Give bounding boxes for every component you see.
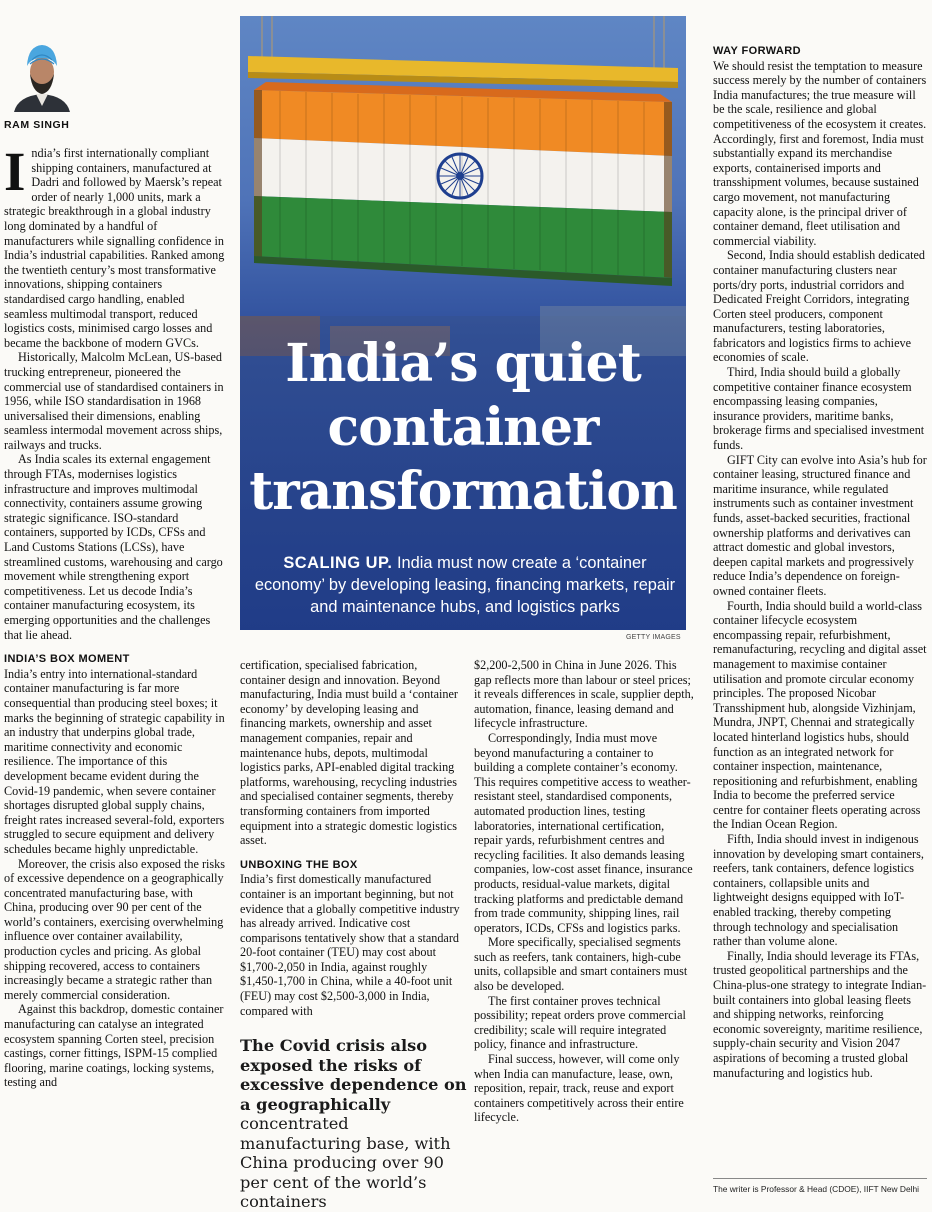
pull-quote bbox=[240, 1036, 470, 1212]
paragraph: Correspondingly, India must move beyond manufacturing a container to building a complete container’s economy. This requires competitive access to weather-resistant steel, standardised components, automated production lines, testing laboratories, international certification, repair yards, refurbishment centres and recycling facilities. It also demands leasing companies, low-cost asset finance, insurance products, residual-value markets, digital tracking platforms and predictable demand from trade community, shipping lines, rail operators, ICDs, CFSs and logistics parks. bbox=[474, 730, 693, 935]
pull-quote-text: concentrated manufacturing base, with China producing over 90 per cent of the world’s containers bbox=[240, 1114, 451, 1211]
lead-paragraph: India’s first internationally compliant shipping containers, manufactured at Dadri and followed by Maersk’s repeat order of nearly 1,000 units, mark a strategic breakthrough in a global industry long dominated by a handful of manufacturers while signalling confidence in India’s industrial capabilities. Ranked among the twentieth century’s most transformative innovations, shipping containers standardised cargo handling, enabled seamless multimodal transport, reduced logistics costs, minimised cargo losses and became the backbone of modern GVCs. bbox=[4, 141, 225, 350]
paragraph: More specifically, specialised segments such as reefers, tank containers, high-cube units, collapsible and smart containers must also be developed. bbox=[474, 935, 688, 994]
paragraph: Against this backdrop, domestic container manufacturing can catalyse an integrated ecosystem spanning Corten steel, precision castings, corner fittings, ISPM-15 complied flooring, marine coatings, locking systems, testing and bbox=[4, 1002, 224, 1090]
paragraph: Second, India should establish dedicated container manufacturing clusters near ports/dry ports, industrial corridors and Dedicated Freight Corridors, integrating Corten steel producers, component manufacturers, testing laboratories, fabricators and logistics firms to achieve economies of scale. bbox=[713, 248, 925, 365]
hero-image bbox=[240, 16, 686, 630]
paragraph: India’s entry into international-standard container manufacturing is far more consequential than producing steel boxes; it marks the beginning of strategic capability in an industry that underpins global trade, maritime connectivity and economic resilience. The importance of this development became evident during the Covid-19 pandemic, when severe container shortages disrupted global supply chains, freight rates increased several-fold, exporters struggled to secure equipment and delivery schedules became highly unpredictable. bbox=[4, 666, 225, 856]
paragraph: As India scales its external engagement through FTAs, modernises logistics infrastructure and improves multimodal connectivity, containers assume growing strategic significance. ISO-standard containers, supported by ICDs, CFSs and Land Customs Stations (LCSs), have streamlined customs, warehousing and cargo movement while strengthening export competitiveness. Let us decode India’s container manufacturing ecosystem, its emerging opportunities and the challenges that lie ahead. bbox=[4, 452, 223, 642]
subheading-box-moment: INDIA’S BOX MOMENT bbox=[4, 653, 130, 666]
paragraph: Moreover, the crisis also exposed the risks of excessive dependence on a geographically concentrated manufacturing base, with China, producing over 90 per cent of the world’s containers, exercising overwhelming influence over container availability, production cycles and pricing. As global shipping recovered, access to containers increasingly became a strategic rather than merely commercial consideration. bbox=[4, 856, 225, 1002]
container-illustration bbox=[240, 16, 686, 630]
drop-cap: I bbox=[4, 141, 26, 202]
article-column-1 bbox=[4, 141, 225, 1090]
ashoka-chakra-icon bbox=[438, 154, 482, 198]
paragraph: The first container proves technical possibility; repeat orders prove commercial credibility; scale will require integrated policy, finance and infrastructure. bbox=[474, 993, 686, 1052]
author-photo bbox=[8, 40, 76, 112]
subheading-way-forward: WAY FORWARD bbox=[713, 45, 801, 57]
standfirst-label: SCALING UP. bbox=[283, 554, 393, 572]
paragraph: $2,200-2,500 in China in June 2026. This gap reflects more than labour or steel prices; it reveals differences in scale, supplier depth, automation, finance, leasing demand and lifecycle infrastructure. bbox=[474, 658, 694, 731]
pull-quote-bold: The Covid crisis also exposed the risks of excessive dependence on a geographically bbox=[240, 1036, 467, 1114]
paragraph: India’s first domestically manufactured container is an important beginning, but not evidence that a globally competitive industry has already arrived. Indicative cost comparisons tentatively show that a standard 20-foot container (TEU) may cost about $1,700-2,050 in India, against roughly $1,450-1,700 in China, while a 40-foot unit (FEU) may cost $2,500-3,000 in India, compared with bbox=[240, 872, 460, 1018]
author-byline: RAM SINGH bbox=[4, 119, 70, 131]
standfirst bbox=[252, 552, 678, 618]
subheading-unboxing: UNBOXING THE BOX bbox=[240, 858, 358, 871]
paragraph: Finally, India should leverage its FTAs, trusted geopolitical partnerships and the China-plus-one strategy to integrate Indian-built containers into global leasing fleets and shipping networks, reinforcing economic sovereignty, maritime resilience, supply-chain security and Vision 2047 aspirations of becoming a trusted global manufacturing and logistics hub. bbox=[713, 948, 927, 1080]
paragraph: certification, specialised fabrication, container design and innovation. Beyond manufacturing, India must build a ‘container economy’ by developing leasing and financing markets, ownership and asset management companies, repair and maintenance hubs, depots, multimodal logistics parks, API-enabled digital tracking platforms, warehousing, recycling industries and specialised container segments, thereby transforming containers from imported equipment into a strategic domestic logistics asset. bbox=[240, 658, 458, 848]
paragraph: We should resist the temptation to measure success merely by the number of containers India manufactures; the true measure will be the scale, resilience and global competitiveness of the ecosystem it creates. Accordingly, first and foremost, India must substantially expand its merchandise exports, containerised imports and transshipment volumes, because sustained cargo movement, not manufacturing capacity alone, is the principal driver of container demand, fleet utilisation and commercial viability. bbox=[713, 58, 927, 248]
paragraph: Third, India should build a globally competitive container finance ecosystem encompassing leasing companies, insurance providers, maritime banks, brokerage firms and specialised investment funds. bbox=[713, 365, 925, 453]
article-column-4 bbox=[713, 44, 927, 1080]
paragraph: Fifth, India should invest in indigenous innovation by developing smart containers, reefers, tank containers, defence logistics containers, collapsible units and lightweight designs equipped with IoT-enabled tracking, thereby competing through technology and specialisation rather than volume alone. bbox=[713, 832, 924, 949]
writer-note: The writer is Professor & Head (CDOE), IIFT New Delhi bbox=[713, 1184, 920, 1194]
headline: India’s quiet container transformation bbox=[249, 333, 677, 522]
article-column-2 bbox=[240, 658, 460, 1018]
paragraph: Fourth, India should build a world-class container lifecycle ecosystem encompassing repair, refurbishment, remanufacturing, recycling and digital asset management to maximise container utilisation and promote circular economy principles. The proposed Nicobar Transshipment hub, alongside Vizhinjam, Mundra, JNPT, Chennai and strategically located hinterland logistics hubs, should function as an integrated network for container inspection, maintenance, repositioning and refurbishment, enabling India to become the preferred service centre for container fleets operating across the Indian Ocean Region. bbox=[713, 598, 927, 832]
photo-credit: GETTY IMAGES bbox=[626, 634, 681, 641]
paragraph: Final success, however, will come only when India can manufacture, lease, own, reposition, repair, track, reuse and export containers competitively across their entire lifecycle. bbox=[474, 1052, 684, 1125]
footer-divider bbox=[713, 1178, 927, 1179]
paragraph: Historically, Malcolm McLean, US-based trucking entrepreneur, pioneered the commercial use of standardised containers in 1956, while ISO standardisation in 1968 universalised their dimensions, enabling seamless intermodal movement across ships, railways and trucks. bbox=[4, 350, 224, 452]
paragraph: GIFT City can evolve into Asia’s hub for container leasing, structured finance and maritime insurance, while regulated instruments such as container investment funds, asset-backed securities, fractional ownership platforms and derivatives can attract domestic and global investors, deepen capital markets and progressively reduce India’s dependence on foreign-owned container fleets. bbox=[713, 452, 927, 598]
article-column-3 bbox=[474, 658, 694, 1125]
standfirst-text: India must now create a ‘container economy’ by developing leasing, financing markets, repair and maintenance hubs, and logistics parks bbox=[254, 554, 676, 616]
